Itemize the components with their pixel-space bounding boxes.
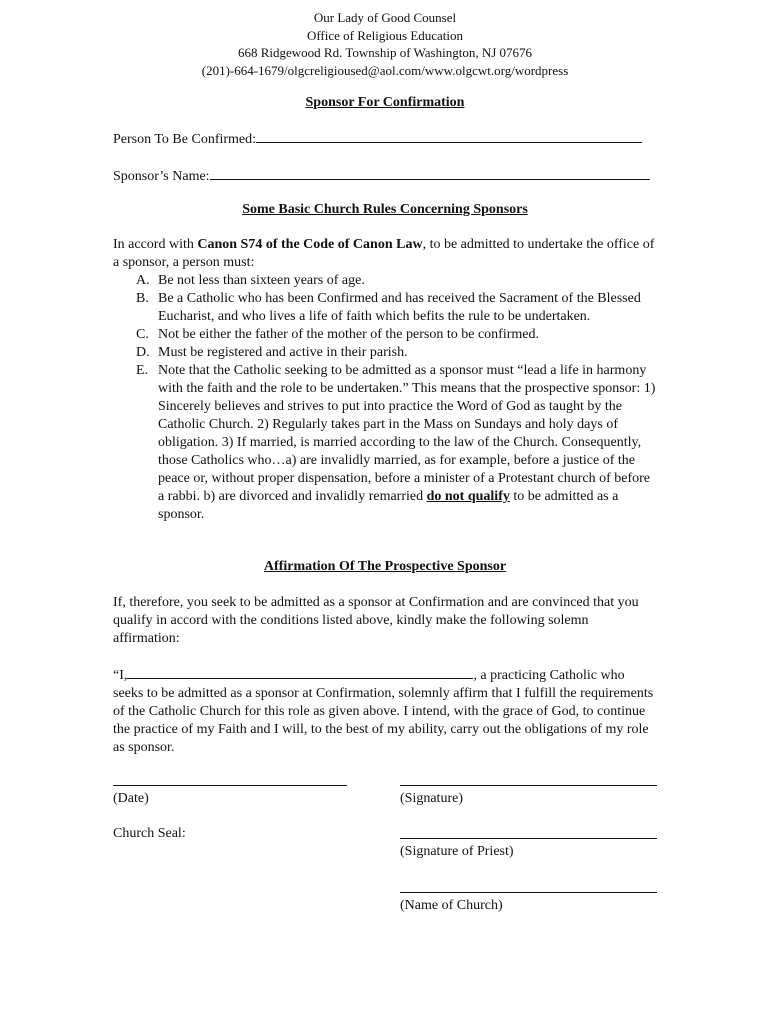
affirmation-intro: If, therefore, you seek to be admitted as a sponsor at Confirmation and are convinced that you qualify in accord with the conditions listed above, kindly make the following solemn affirmation: [113,595,639,646]
rules-heading: Some Basic Church Rules Concerning Sponsors [242,202,528,217]
sponsor-name-input[interactable] [210,165,650,180]
sponsor-name-label: Sponsor’s Name: [113,169,210,184]
date-label: (Date) [113,791,149,806]
rules-intro: In accord with Canon S74 of the Code of Canon Law, to be admitted to undertake the office of a sponsor, a person must: [113,237,655,270]
rules-list [113,272,658,524]
parish-name: Our Lady of Good Counsel [313,10,457,25]
signature-label: (Signature) [400,791,463,806]
list-item: B. Be a Catholic who has been Confirmed and has received the Sacrament of the Blessed Eucharist, and who lives a life of faith which befits the rule to be undertaken. [136,291,641,324]
list-item: A. Be not less than sixteen years of age. [136,273,365,288]
sponsor-name-field[interactable] [113,165,650,186]
sponsor-affirmation-name-input[interactable] [127,665,473,679]
office-name: Office of Religious Education [306,27,464,43]
church-seal-label: Church Seal: [113,826,186,841]
priest-signature-label: (Signature of Priest) [400,844,514,859]
church-name-label: (Name of Church) [400,898,503,913]
do-not-qualify-emphasis: do not qualify [426,489,510,504]
person-to-be-confirmed-label: Person To Be Confirmed: [113,132,257,147]
affirmation-statement: “I, , a practicing Catholic who seeks to be admitted as a sponsor at Confirmation, solemnly affirm that I fulfill the requirements of the Catholic Church for this role as given above. I intend, with the grace of God, to continue the practice of my Faith and I will, to the best of my ability, carry out the obligations of my role as sponsor. [113,665,658,757]
parish-address: 668 Ridgewood Rd. Township of Washington, NJ 07676 [237,45,533,60]
church-name-input[interactable] [400,892,657,893]
page-title: Sponsor For Confirmation [305,95,465,110]
letterhead [0,9,770,79]
list-item: C. Not be either the father of the mother of the person to be confirmed. [136,327,539,342]
date-input[interactable] [113,785,347,786]
canon-reference: Canon S74 of the Code of Canon Law [197,237,423,252]
affirmation-heading: Affirmation Of The Prospective Sponsor [263,559,507,574]
priest-signature-input[interactable] [400,838,657,839]
person-to-be-confirmed-field[interactable] [113,128,642,149]
rules-section [113,236,658,524]
parish-contact: (201)-664-1679/olgcreligioused@aol.com/www.olgcwt.org/wordpress [201,62,569,78]
signature-input[interactable] [400,785,657,786]
list-item: D. Must be registered and active in their parish. [136,345,408,360]
person-to-be-confirmed-input[interactable] [256,128,642,143]
list-item: E. Note that the Catholic seeking to be admitted as a sponsor must “lead a life in harmony with the faith and the role to be undertaken.” This means that the prospective sponsor: 1) Sincerely believes and strives to put into practice the Word of God as taught by the Catholic Church. 2) Regularly takes part in the Mass on Sundays and holy days of obligation. 3) If married, is married according to the law of the Church. Consequently, those Catholics who…a) are invalidly married, as for example, before a justice of the peace or, without proper dispensation, before a minister of a Protestant church of before a rabbi. b) are divorced and invalidly remarried do not qualify to be admitted as a sponsor. [136,363,656,522]
